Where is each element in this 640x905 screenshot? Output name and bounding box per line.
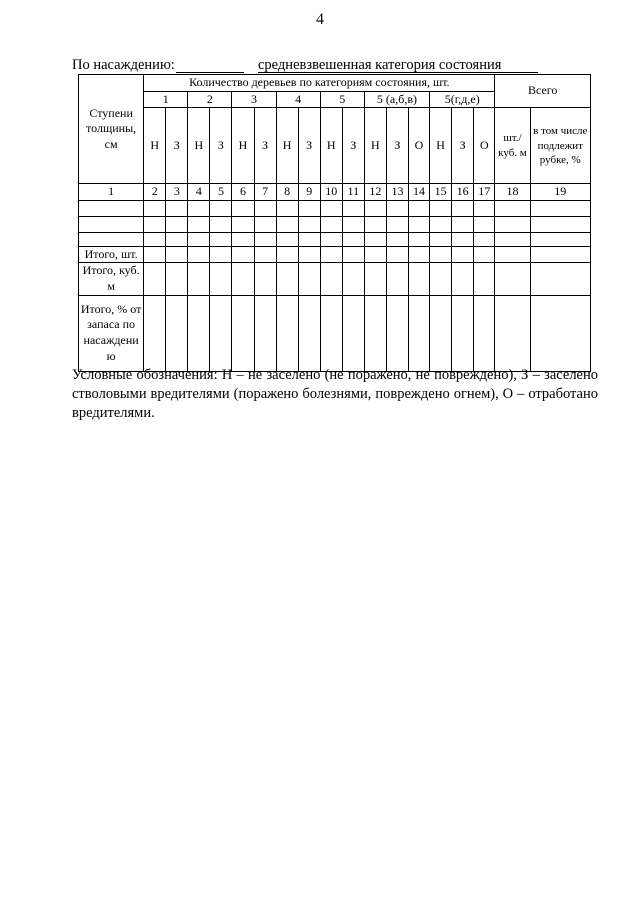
column-number: 3 bbox=[166, 184, 188, 201]
column-number: 8 bbox=[276, 184, 298, 201]
total-felling-header: в том числе подлежит рубке, % bbox=[530, 108, 590, 184]
column-number: 5 bbox=[210, 184, 232, 201]
column-number: 9 bbox=[298, 184, 320, 201]
stand-label: По насаждению: bbox=[72, 57, 175, 73]
category-header: 5 bbox=[320, 91, 364, 108]
sub-label: З bbox=[298, 108, 320, 184]
thickness-header: Ступени толщины, см bbox=[79, 75, 144, 184]
column-number: 10 bbox=[320, 184, 342, 201]
quantity-header: Количество деревьев по категориям состояния, шт. bbox=[144, 75, 495, 92]
sub-label: О bbox=[408, 108, 429, 184]
column-number: 19 bbox=[530, 184, 590, 201]
category-label: средневзвешенная категория состояния bbox=[258, 57, 502, 73]
sub-label: Н bbox=[232, 108, 254, 184]
empty-data-row bbox=[79, 232, 591, 246]
sub-label: Н bbox=[364, 108, 386, 184]
category-header: 5(г,д,е) bbox=[430, 91, 495, 108]
total-units-header: шт./ куб. м bbox=[495, 108, 530, 184]
column-number: 12 bbox=[364, 184, 386, 201]
summary-label: Итого, % от запаса по насаждени ю bbox=[79, 295, 144, 371]
column-number: 2 bbox=[144, 184, 166, 201]
sub-label: З bbox=[386, 108, 408, 184]
legend-text: Условные обозначения: Н – не заселено (не поражено, не повреждено), З – заселено стволовыми вредителями (поражено болезнями, повреждено огнем), О – отработано вредителями. bbox=[72, 367, 598, 421]
page-number: 4 bbox=[316, 11, 324, 28]
column-number: 13 bbox=[386, 184, 408, 201]
column-number: 15 bbox=[430, 184, 452, 201]
total-header: Всего bbox=[495, 75, 591, 108]
tree-count-table bbox=[78, 74, 591, 372]
sub-label: Н bbox=[188, 108, 210, 184]
column-number: 1 bbox=[79, 184, 144, 201]
empty-data-row bbox=[79, 200, 591, 216]
column-number: 17 bbox=[474, 184, 495, 201]
column-number: 16 bbox=[452, 184, 474, 201]
sub-label: Н bbox=[430, 108, 452, 184]
category-header: 3 bbox=[232, 91, 276, 108]
stand-blank-line bbox=[176, 72, 244, 73]
sub-label: З bbox=[342, 108, 364, 184]
column-number: 7 bbox=[254, 184, 276, 201]
sub-label: Н bbox=[320, 108, 342, 184]
category-blank-line bbox=[258, 72, 538, 73]
column-number-row bbox=[79, 184, 591, 201]
summary-label: Итого, куб. м bbox=[79, 263, 144, 295]
column-number: 18 bbox=[495, 184, 530, 201]
sub-label: Н bbox=[276, 108, 298, 184]
category-header: 2 bbox=[188, 91, 232, 108]
column-number: 6 bbox=[232, 184, 254, 201]
total-count-row bbox=[79, 246, 591, 263]
sub-label: З bbox=[166, 108, 188, 184]
sub-label: З bbox=[210, 108, 232, 184]
sub-label: З bbox=[254, 108, 276, 184]
column-number: 11 bbox=[342, 184, 364, 201]
sub-label: О bbox=[474, 108, 495, 184]
total-percent-row bbox=[79, 295, 591, 371]
sub-label: З bbox=[452, 108, 474, 184]
total-volume-row bbox=[79, 263, 591, 295]
category-header: 4 bbox=[276, 91, 320, 108]
column-number: 14 bbox=[408, 184, 429, 201]
summary-label: Итого, шт. bbox=[79, 246, 144, 263]
category-header: 1 bbox=[144, 91, 188, 108]
category-header: 5 (а,б,в) bbox=[364, 91, 429, 108]
column-number: 4 bbox=[188, 184, 210, 201]
sub-label: Н bbox=[144, 108, 166, 184]
empty-data-row bbox=[79, 216, 591, 232]
